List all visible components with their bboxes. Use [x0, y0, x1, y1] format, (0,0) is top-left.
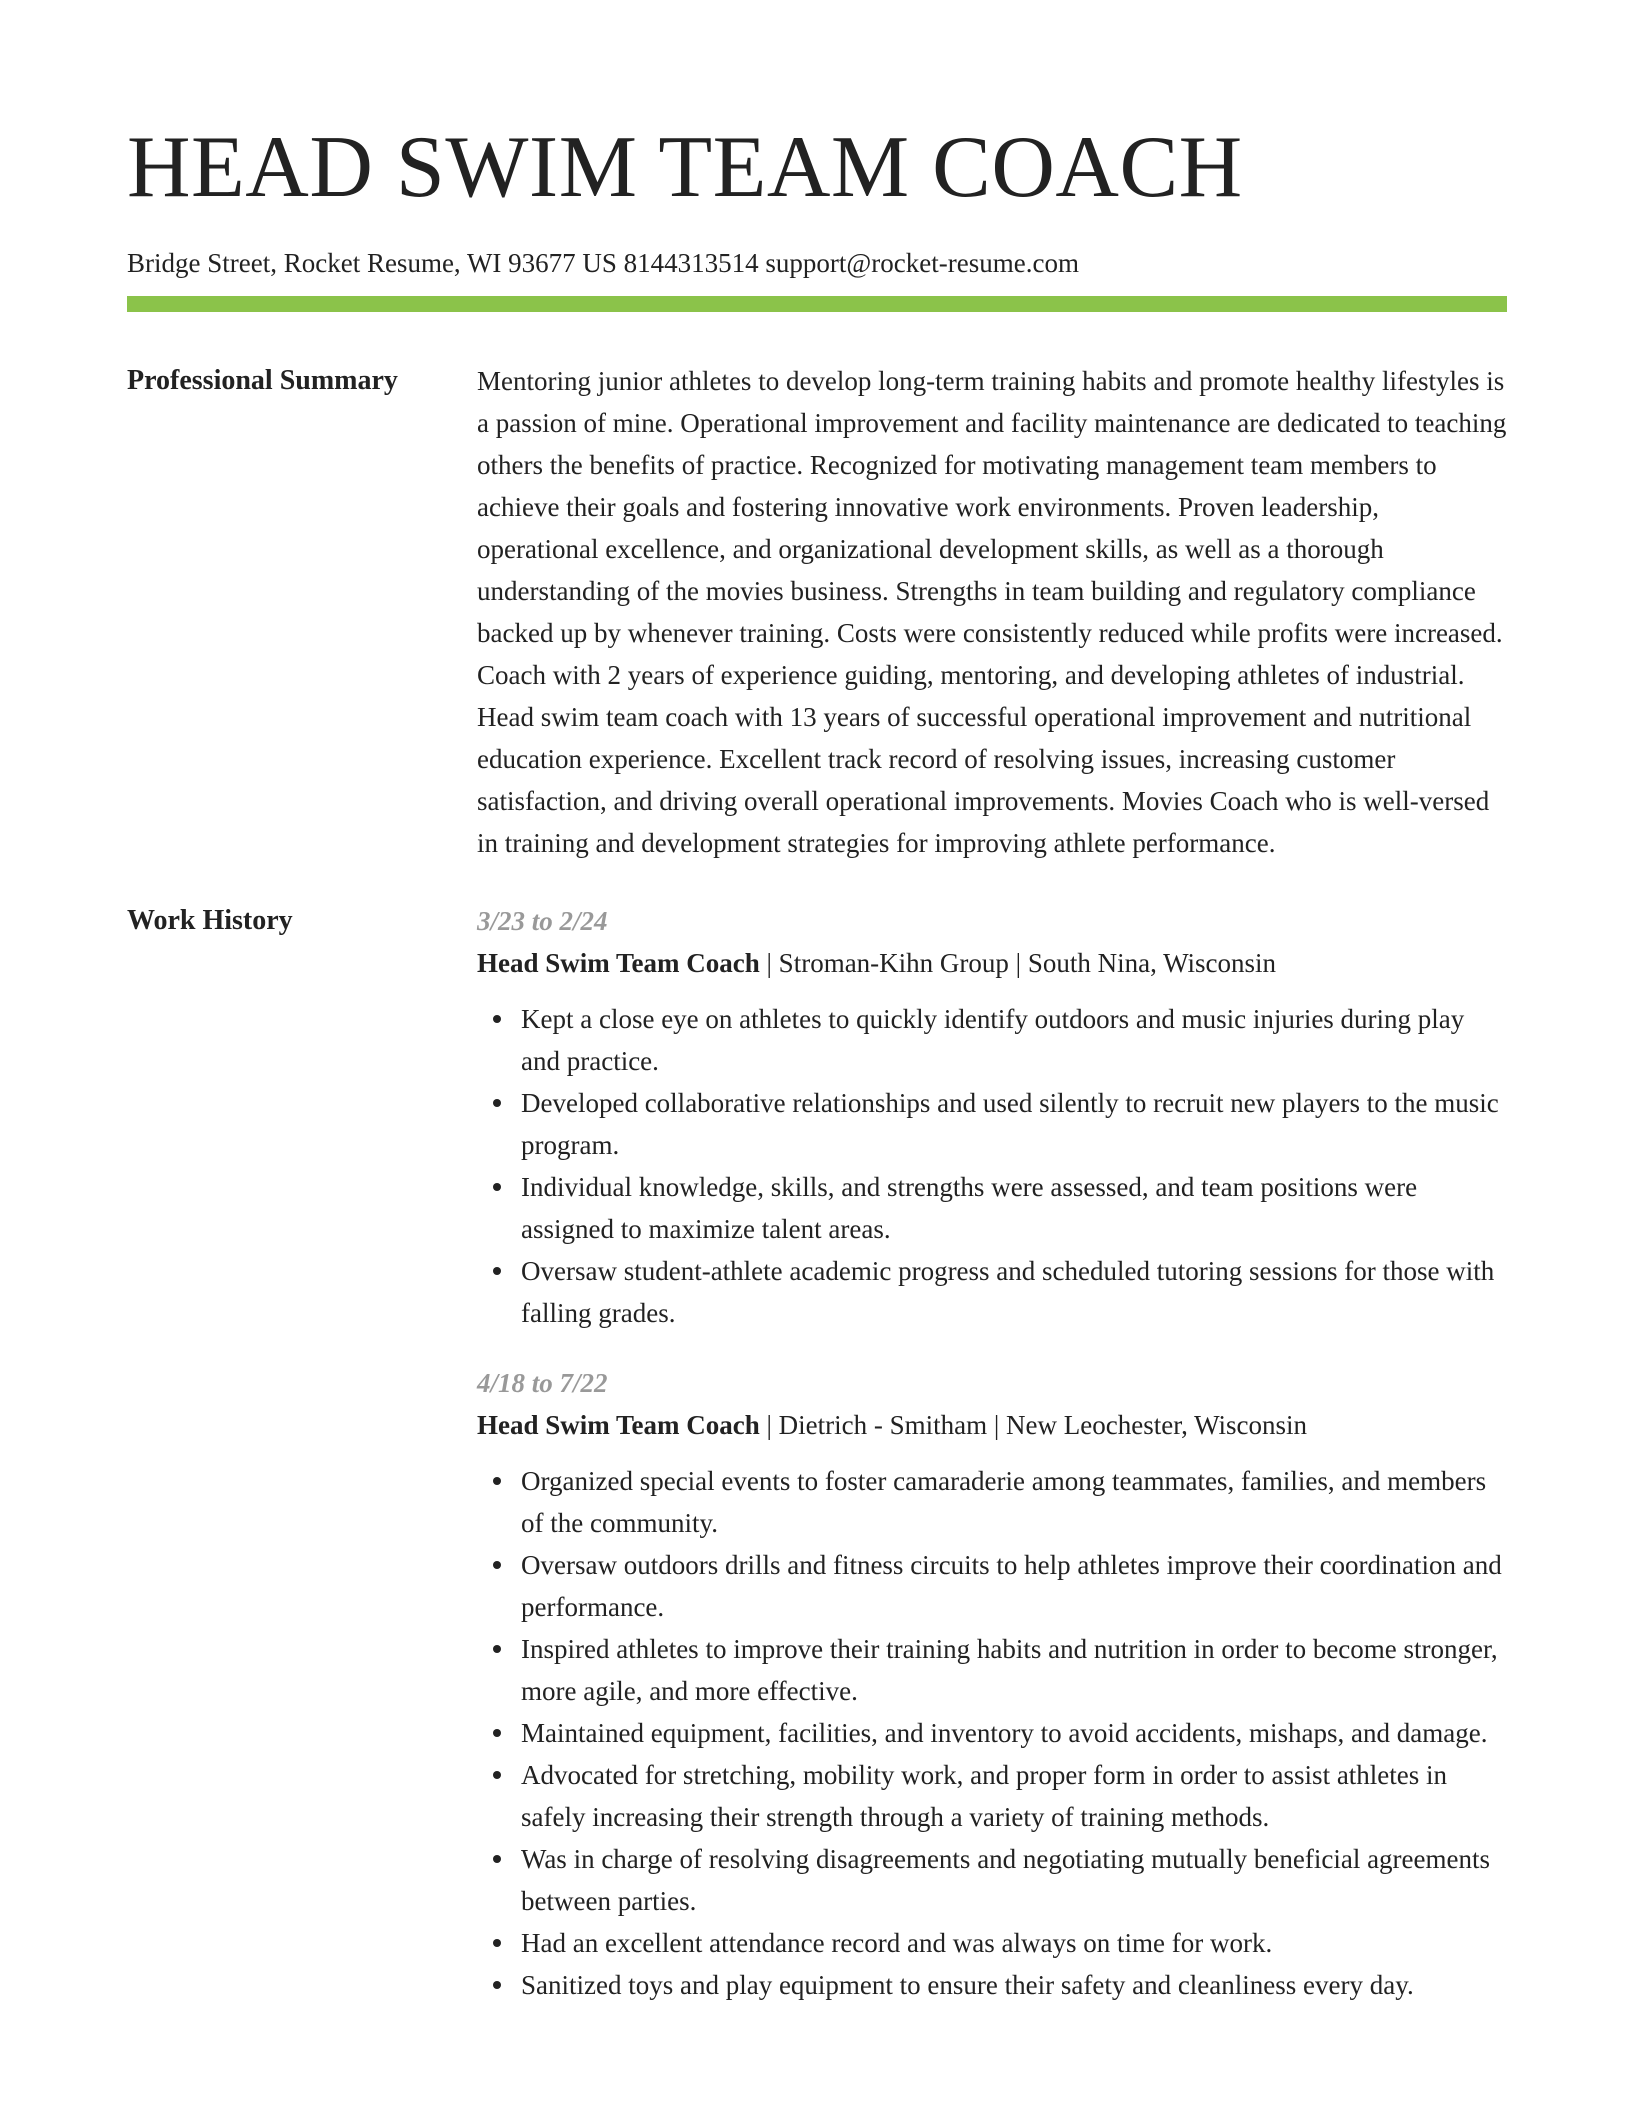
job-line — [477, 942, 1507, 984]
list-item: Had an excellent attendance record and was always on time for work. — [521, 1922, 1507, 1964]
list-item: Inspired athletes to improve their training habits and nutrition in order to become stronger, more agile, and more effective. — [521, 1628, 1507, 1712]
list-item: Maintained equipment, facilities, and inventory to avoid accidents, mishaps, and damage. — [521, 1712, 1507, 1754]
work-history-section — [127, 900, 1507, 2006]
professional-summary-section — [127, 360, 1507, 864]
accent-divider — [127, 296, 1507, 312]
job-details: | Stroman-Kihn Group | South Nina, Wisconsin — [759, 948, 1276, 978]
job-title: Head Swim Team Coach — [477, 948, 760, 978]
work-history-body — [477, 900, 1507, 2006]
job-entry — [477, 900, 1507, 1334]
job-title: Head Swim Team Coach — [477, 1410, 760, 1440]
job-bullets — [477, 1460, 1507, 2006]
job-details: | Dietrich - Smitham | New Leochester, Wisconsin — [759, 1410, 1308, 1440]
list-item: Advocated for stretching, mobility work, and proper form in order to assist athletes in safely increasing their strength through a variety of training methods. — [521, 1754, 1507, 1838]
summary-text: Mentoring junior athletes to develop long-term training habits and promote healthy lifestyles is a passion of mine. Operational improvement and facility maintenance are dedicated to teaching others the benefits of practice. Recognized for motivating management team members to achieve their goals and fostering innovative work environments. Proven leadership, operational excellence, and organizational development skills, as well as a thorough understanding of the movies business. Strengths in team building and regulatory compliance backed up by whenever training. Costs were consistently reduced while profits were increased. Coach with 2 years of experience guiding, mentoring, and developing athletes of industrial. Head swim team coach with 13 years of successful operational improvement and nutritional education experience. Excellent track record of resolving issues, increasing customer satisfaction, and driving overall operational improvements. Movies Coach who is well-versed in training and development strategies for improving athlete performance. — [477, 366, 1507, 858]
job-bullets — [477, 998, 1507, 1334]
section-label-summary: Professional Summary — [127, 365, 398, 396]
job-entry — [477, 1362, 1507, 2006]
summary-body — [477, 360, 1507, 864]
list-item: Was in charge of resolving disagreements and negotiating mutually beneficial agreements between parties. — [521, 1838, 1507, 1922]
list-item: Individual knowledge, skills, and strengths were assessed, and team positions were assigned to maximize talent areas. — [521, 1166, 1507, 1250]
list-item: Oversaw outdoors drills and fitness circuits to help athletes improve their coordination and performance. — [521, 1544, 1507, 1628]
job-line — [477, 1404, 1507, 1446]
contact-line: Bridge Street, Rocket Resume, WI 93677 US 8144313514 support@rocket-resume.com — [127, 248, 1079, 278]
list-item: Sanitized toys and play equipment to ensure their safety and cleanliness every day. — [521, 1964, 1507, 2006]
job-dates: 4/18 to 7/22 — [477, 1368, 608, 1398]
list-item: Developed collaborative relationships and used silently to recruit new players to the music program. — [521, 1082, 1507, 1166]
section-label-work-history: Work History — [127, 905, 293, 936]
resume-title: HEAD SWIM TEAM COACH — [127, 119, 1243, 216]
job-dates: 3/23 to 2/24 — [477, 906, 608, 936]
list-item: Oversaw student-athlete academic progress and scheduled tutoring sessions for those with falling grades. — [521, 1250, 1507, 1334]
list-item: Organized special events to foster camaraderie among teammates, families, and members of the community. — [521, 1460, 1507, 1544]
list-item: Kept a close eye on athletes to quickly identify outdoors and music injuries during play and practice. — [521, 998, 1507, 1082]
